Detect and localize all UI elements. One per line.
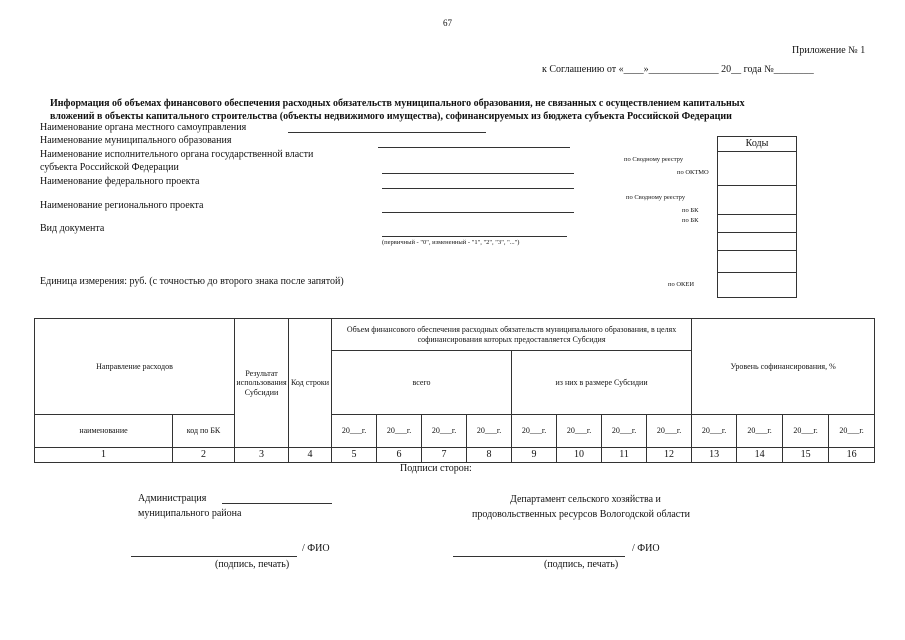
- codes-divider: [717, 185, 797, 186]
- right-fio: / ФИО: [632, 543, 660, 554]
- field-municipality-line: [378, 147, 570, 148]
- appendix-label: Приложение № 1: [792, 45, 866, 56]
- year-cell: 20___г.: [829, 415, 875, 448]
- codes-divider: [717, 214, 797, 215]
- code-label-oktmo: по ОКТМО: [677, 169, 709, 176]
- signatures-title: Подписи сторон:: [400, 463, 472, 474]
- codes-divider: [717, 272, 797, 273]
- left-sign-caption: (подпись, печать): [215, 559, 290, 570]
- field-federal-project: Наименование федерального проекта: [40, 176, 200, 187]
- codes-divider: [717, 232, 797, 233]
- field-doc-type-hint: (первичный - "0", измененный - "1", "2", "3", "..."): [382, 239, 520, 246]
- field-exec-body-line: [382, 173, 574, 174]
- col-number: 12: [647, 448, 692, 463]
- code-label-bk-1: по БК: [682, 207, 699, 214]
- col-number: 4: [289, 448, 332, 463]
- year-cell: 20___г.: [512, 415, 557, 448]
- year-cell: 20___г.: [737, 415, 783, 448]
- code-label-bk-2: по БК: [682, 217, 699, 224]
- year-cell: 20___г.: [332, 415, 377, 448]
- col-volume-header: Объем финансового обеспечения расходных обязательств муниципального образования, в целях софинансирования которых предоставляется Субсидия: [332, 319, 692, 351]
- right-signature-line: [453, 556, 625, 557]
- col-number: 13: [692, 448, 737, 463]
- code-label-okei: по ОКЕИ: [668, 281, 695, 288]
- col-number: 7: [422, 448, 467, 463]
- col-number: 3: [235, 448, 289, 463]
- page-number: 67: [443, 18, 452, 28]
- col-number: 5: [332, 448, 377, 463]
- year-cell: 20___г.: [647, 415, 692, 448]
- code-label-svod-2: по Сводному реестру: [626, 194, 686, 201]
- field-doc-type: Вид документа: [40, 223, 105, 234]
- col-number: 2: [173, 448, 235, 463]
- document-title-line2: вложений в объекты капитального строительства (объекты недвижимого имущества), софинансируемых из бюджета субъекта Российской Федерации: [50, 111, 732, 122]
- col-subsidy-header: из них в размере Субсидии: [512, 351, 692, 415]
- col-number: 15: [783, 448, 829, 463]
- right-org-line2: продовольственных ресурсов Вологодской области: [472, 509, 690, 520]
- year-cell: 20___г.: [377, 415, 422, 448]
- col-number: 14: [737, 448, 783, 463]
- document-title-line1: Информация об объемах финансового обеспечения расходных обязательств муниципального образования, не связанных с осуществлением капитальных: [50, 98, 745, 109]
- year-cell: 20___г.: [783, 415, 829, 448]
- field-federal-project-line: [382, 188, 574, 189]
- field-unit: Единица измерения: руб. (с точностью до второго знака после запятой): [40, 276, 344, 287]
- col-result-header: Результат использования Субсидии: [235, 319, 289, 448]
- right-org-line1: Департамент сельского хозяйства и: [510, 494, 661, 505]
- field-local-gov: Наименование органа местного самоуправления: [40, 122, 247, 133]
- left-signature-line: [131, 556, 297, 557]
- col-number: 10: [557, 448, 602, 463]
- col-number: 1: [35, 448, 173, 463]
- left-org-line1: Администрация: [138, 493, 207, 504]
- col-name-header: наименование: [35, 415, 173, 448]
- field-doc-type-line: [382, 236, 567, 237]
- subsidy-table: [34, 318, 875, 463]
- field-exec-body-1: Наименование исполнительного органа государственной власти: [40, 149, 314, 160]
- col-bk-code-header: код по БК: [173, 415, 235, 448]
- field-municipality: Наименование муниципального образования: [40, 135, 232, 146]
- year-cell: 20___г.: [692, 415, 737, 448]
- col-number: 11: [602, 448, 647, 463]
- col-level-header: Уровень софинансирования, %: [692, 319, 875, 415]
- year-cell: 20___г.: [422, 415, 467, 448]
- year-cell: 20___г.: [467, 415, 512, 448]
- code-label-svod-1: по Сводному реестру: [624, 156, 684, 163]
- col-direction-header: Направление расходов: [35, 319, 235, 415]
- codes-divider: [717, 250, 797, 251]
- field-exec-body-2: субъекта Российской Федерации: [40, 162, 179, 173]
- col-row-code-header: Код строки: [289, 319, 332, 448]
- right-sign-caption: (подпись, печать): [544, 559, 619, 570]
- field-local-gov-line: [288, 132, 486, 133]
- codes-box: [717, 151, 797, 298]
- left-org-line: [222, 503, 332, 504]
- col-number: 8: [467, 448, 512, 463]
- field-regional-project: Наименование регионального проекта: [40, 200, 204, 211]
- codes-header: Коды: [717, 136, 797, 152]
- agreement-line: к Соглашению от «____»______________ 20__ года №________: [542, 64, 814, 75]
- col-number: 9: [512, 448, 557, 463]
- col-total-header: всего: [332, 351, 512, 415]
- year-cell: 20___г.: [602, 415, 647, 448]
- left-org-line2: муниципального района: [138, 508, 242, 519]
- year-cell: 20___г.: [557, 415, 602, 448]
- col-number: 16: [829, 448, 875, 463]
- field-regional-project-line: [382, 212, 574, 213]
- left-fio: / ФИО: [302, 543, 330, 554]
- col-number: 6: [377, 448, 422, 463]
